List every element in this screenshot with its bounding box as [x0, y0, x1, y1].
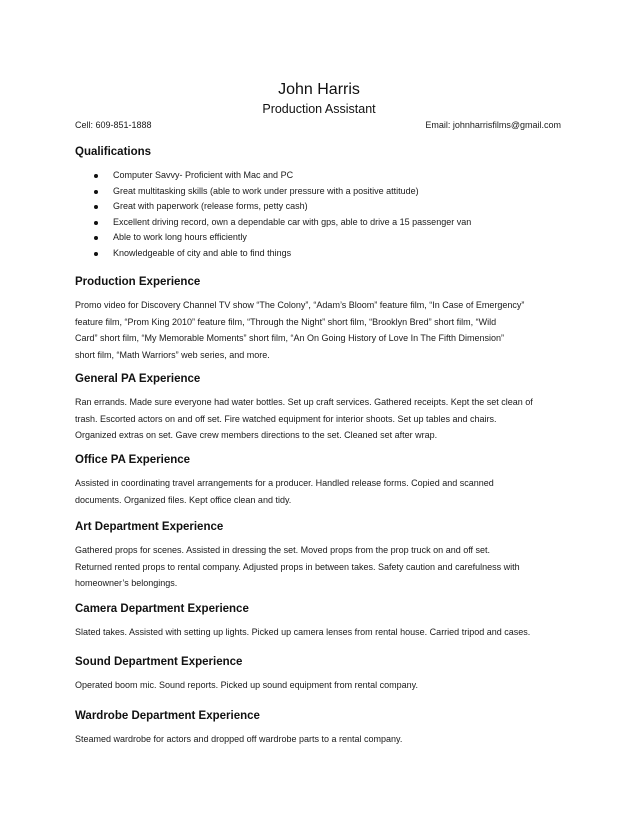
text-line: Returned rented props to rental company. Adjusted props in between takes. Safety caution and carefulness with: [75, 561, 520, 572]
list-item: Great with paperwork (release forms, petty cash): [75, 199, 565, 215]
art-department-text: [75, 542, 565, 592]
text-line: Steamed wardrobe for actors and dropped off wardrobe parts to a rental company.: [75, 734, 403, 744]
email-address: Email: johnharrisfilms@gmail.com: [425, 120, 561, 130]
text-line: homeowner’s belongings.: [75, 578, 178, 589]
list-item: Able to work long hours efficiently: [75, 230, 565, 246]
camera-department-section: [75, 602, 565, 641]
office-pa-text: [75, 475, 565, 508]
sound-department-text: [75, 677, 565, 694]
general-pa-heading: General PA Experience: [75, 373, 201, 385]
applicant-role: Production Assistant: [262, 102, 376, 116]
text-line: Card” short film, “My Memorable Moments” short film, “An On Going History of Love In The Fifth Dimension”: [75, 333, 504, 344]
wardrobe-department-text: [75, 731, 565, 748]
text-line: documents. Organized files. Kept office clean and tidy.: [75, 494, 292, 505]
office-pa-heading: Office PA Experience: [75, 454, 191, 466]
camera-department-text: [75, 624, 565, 641]
camera-department-heading: Camera Department Experience: [75, 603, 249, 615]
text-line: Ran errands. Made sure everyone had water bottles. Set up craft services. Gathered receipts. Kept the set clean of: [75, 397, 533, 407]
cell-phone: Cell: 609-851-1888: [75, 120, 152, 130]
wardrobe-department-heading: Wardrobe Department Experience: [75, 710, 260, 722]
art-department-heading: Art Department Experience: [75, 521, 224, 533]
contact-line: [75, 119, 561, 131]
text-line: feature film, “Prom King 2010” feature film, “Through the Night” short film, “Brooklyn Bred” short film, “Wild: [75, 316, 497, 327]
general-pa-section: [75, 372, 565, 444]
text-line: short film, “Math Warriors” web series, and more.: [75, 349, 270, 360]
text-line: Organized extras on set. Gave crew members directions to the set. Cleaned set after wrap.: [75, 430, 438, 441]
qualifications-section: [75, 145, 565, 262]
text-line: Operated boom mic. Sound reports. Picked up sound equipment from rental company.: [75, 680, 419, 690]
text-line: Assisted in coordinating travel arrangements for a producer. Handled release forms. Copied and scanned: [75, 478, 494, 488]
art-department-section: [75, 520, 565, 592]
sound-department-section: [75, 655, 565, 694]
applicant-name: John Harris: [278, 81, 360, 98]
office-pa-section: [75, 453, 565, 508]
list-item: Knowledgeable of city and able to find things: [75, 246, 565, 262]
production-experience-section: [75, 275, 565, 363]
sound-department-heading: Sound Department Experience: [75, 656, 243, 668]
production-experience-heading: Production Experience: [75, 276, 201, 288]
text-line: Promo video for Discovery Channel TV show “The Colony”, “Adam’s Bloom” feature film, “In Case of Emergency”: [75, 300, 525, 310]
text-line: trash. Escorted actors on and off set. Fire watched equipment for interior shoots. Set up tables and chairs.: [75, 413, 497, 424]
list-item: Great multitasking skills (able to work under pressure with a positive attitude): [75, 184, 565, 200]
general-pa-text: [75, 394, 565, 444]
qualifications-heading: Qualifications: [75, 146, 152, 158]
wardrobe-department-section: [75, 709, 565, 748]
production-experience-text: [75, 297, 565, 363]
list-item: Computer Savvy- Proficient with Mac and PC: [75, 168, 565, 184]
list-item: Excellent driving record, own a dependable car with gps, able to drive a 15 passenger van: [75, 215, 565, 231]
text-line: Slated takes. Assisted with setting up lights. Picked up camera lenses from rental house. Carried tripod and cases.: [75, 627, 531, 637]
text-line: Gathered props for scenes. Assisted in dressing the set. Moved props from the prop truck on and off set.: [75, 545, 491, 555]
qualifications-list: [75, 168, 565, 262]
